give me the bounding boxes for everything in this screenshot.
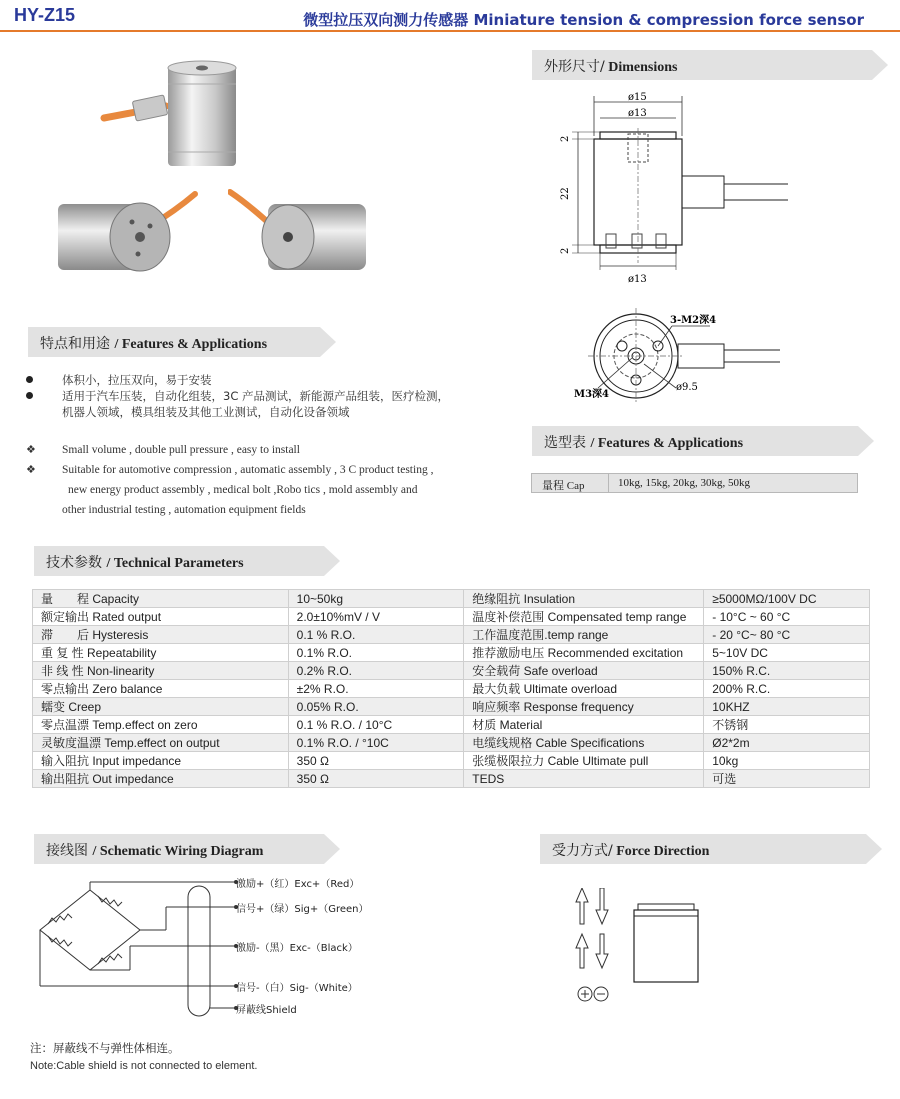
feature-en-item: ❖ Suitable for automotive compression , automatic assembly , 3 C product testing ,	[26, 460, 433, 480]
dim-d15: ø15	[628, 92, 647, 103]
param-value: Ø2*2m	[704, 734, 870, 752]
param-row	[33, 680, 870, 698]
param-name: 安全载荷 Safe overload	[464, 662, 704, 680]
param-name: 重 复 性 Repeatability	[33, 644, 289, 662]
param-value: 0.05% R.O.	[288, 698, 464, 716]
param-row	[33, 698, 870, 716]
param-value: 0.2% R.O.	[288, 662, 464, 680]
feature-en-continuation: new energy product assembly , medical bolt ,Robo tics , mold assembly and	[68, 484, 418, 496]
param-name: 绝缘阻抗 Insulation	[464, 590, 704, 608]
note-en: Note:Cable shield is not connected to element.	[30, 1060, 258, 1072]
dim-h22: 22	[560, 187, 571, 200]
features-title-cn: 特点和用途	[40, 336, 115, 352]
product-photo-left	[40, 186, 200, 286]
selection-banner	[532, 424, 874, 458]
param-value: 10KHZ	[704, 698, 870, 716]
param-value: 350 Ω	[288, 752, 464, 770]
wire-label: 屏蔽线Shield	[236, 1005, 297, 1016]
param-value: 5~10V DC	[704, 644, 870, 662]
technical-banner	[34, 544, 340, 578]
feature-en-continuation: other industrial testing , automation equipment fields	[62, 504, 306, 516]
param-name: 工作温度范围.temp range	[464, 626, 704, 644]
bullet-icon	[26, 376, 33, 383]
param-value: 2.0±10%mV / V	[288, 608, 464, 626]
technical-title-en: / Technical Parameters	[106, 556, 244, 571]
feature-en-item: ❖ Small volume , double pull pressure , easy to install	[26, 440, 300, 460]
technical-title-cn: 技术参数	[46, 555, 107, 571]
wire-label: 信号+（绿）Sig+（Green）	[236, 904, 369, 915]
param-value: - 10°C ~ 60 °C	[704, 608, 870, 626]
param-name: 最大负载 Ultimate overload	[464, 680, 704, 698]
force-banner	[540, 832, 882, 866]
param-row	[33, 662, 870, 680]
param-row	[33, 626, 870, 644]
force-title-en: Force Direction	[612, 844, 710, 859]
param-name: 蠕变 Creep	[33, 698, 289, 716]
param-name: 输出阻抗 Out impedance	[33, 770, 289, 788]
dim-h2-top: 2	[560, 135, 571, 142]
param-value: ±2% R.O.	[288, 680, 464, 698]
param-value: 10kg	[704, 752, 870, 770]
wiring-banner	[34, 832, 340, 866]
feature-cn-item: 体积小，拉压双向，易于安装	[26, 372, 212, 388]
selection-value: 10kg, 15kg, 20kg, 30kg, 50kg	[618, 477, 750, 489]
wiring-title-cn: 接线图	[46, 843, 93, 859]
page-title: 微型拉压双向测力传感器 Miniature tension & compression force sensor	[303, 11, 864, 29]
param-name: 滞 后 Hysteresis	[33, 626, 289, 644]
dim-holes: 3-M2深4	[670, 315, 717, 326]
force-direction-diagram	[572, 888, 712, 1008]
param-name: 灵敏度温漂 Temp.effect on output	[33, 734, 289, 752]
dim-d13-top: ø13	[628, 108, 647, 119]
param-name: 额定输出 Rated output	[33, 608, 289, 626]
param-name: 温度补偿范围 Compensated temp range	[464, 608, 704, 626]
param-name: 响应频率 Response frequency	[464, 698, 704, 716]
dim-d9-5: ø9.5	[676, 382, 698, 393]
wire-label: 信号-（白）Sig-（White）	[236, 983, 358, 994]
force-title-cn: 受力方式/	[552, 843, 613, 859]
param-value: 0.1 % R.O.	[288, 626, 464, 644]
diamond-bullet-icon: ❖	[26, 464, 36, 476]
param-value: 350 Ω	[288, 770, 464, 788]
param-value: 10~50kg	[288, 590, 464, 608]
feature-cn-continuation: 机器人领域，模具组装及其他工业测试，自动化设备领域	[62, 405, 350, 419]
param-row	[33, 734, 870, 752]
dim-d13-bottom: ø13	[628, 274, 647, 285]
param-row	[33, 716, 870, 734]
selection-label: 量程 Cap	[542, 480, 585, 492]
param-value: 0.1% R.O. / °10C	[288, 734, 464, 752]
param-row	[33, 608, 870, 626]
param-row	[33, 590, 870, 608]
selection-title-en: / Features & Applications	[590, 436, 744, 451]
param-value: 150% R.C.	[704, 662, 870, 680]
selection-title-cn: 选型表	[544, 435, 591, 451]
dimensions-title-en: Dimensions	[604, 60, 678, 75]
product-photo-right	[228, 186, 378, 286]
param-name: 电缆线规格 Cable Specifications	[464, 734, 704, 752]
model-name: HY-Z15	[14, 5, 76, 25]
feature-cn-item: 适用于汽车压装，自动化组装，3C 产品测试，新能源产品组装，医疗检测，	[26, 388, 449, 404]
dim-center: M3深4	[574, 389, 609, 400]
param-row	[33, 644, 870, 662]
param-name: 推荐激励电压 Recommended excitation	[464, 644, 704, 662]
param-value: 0.1 % R.O. / 10°C	[288, 716, 464, 734]
technical-parameters-table	[32, 589, 870, 788]
product-photo-top	[96, 56, 246, 181]
param-name: TEDS	[464, 770, 704, 788]
dimensions-banner	[532, 48, 888, 82]
param-row	[33, 752, 870, 770]
dim-h2-bottom: 2	[560, 247, 571, 254]
note-cn: 注：屏蔽线不与弹性体相连。	[30, 1041, 180, 1055]
features-banner	[28, 325, 336, 359]
selection-divider	[608, 474, 609, 492]
param-value: 可选	[704, 770, 870, 788]
param-name: 材质 Material	[464, 716, 704, 734]
wire-label: 激励+（红）Exc+（Red）	[236, 879, 360, 890]
param-name: 量 程 Capacity	[33, 590, 289, 608]
bullet-icon	[26, 392, 33, 399]
param-name: 零点温漂 Temp.effect on zero	[33, 716, 289, 734]
param-name: 零点输出 Zero balance	[33, 680, 289, 698]
diamond-bullet-icon: ❖	[26, 444, 36, 456]
selection-table	[531, 473, 858, 493]
wiring-diagram	[30, 880, 240, 1020]
features-title-en: / Features & Applications	[114, 337, 268, 352]
dimension-drawing	[548, 88, 798, 413]
dimensions-title-cn: 外形尺寸/	[544, 59, 605, 75]
param-row	[33, 770, 870, 788]
param-value: ≥5000MΩ/100V DC	[704, 590, 870, 608]
param-name: 张缆极限拉力 Cable Ultimate pull	[464, 752, 704, 770]
wire-label: 激励-（黑）Exc-（Black）	[236, 943, 358, 954]
param-name: 输入阻抗 Input impedance	[33, 752, 289, 770]
param-value: 0.1% R.O.	[288, 644, 464, 662]
param-name: 非 线 性 Non-linearity	[33, 662, 289, 680]
param-value: 不锈钢	[704, 716, 870, 734]
param-value: 200% R.C.	[704, 680, 870, 698]
wiring-title-en: / Schematic Wiring Diagram	[92, 844, 264, 859]
header-divider	[0, 30, 900, 32]
param-value: - 20 °C~ 80 °C	[704, 626, 870, 644]
